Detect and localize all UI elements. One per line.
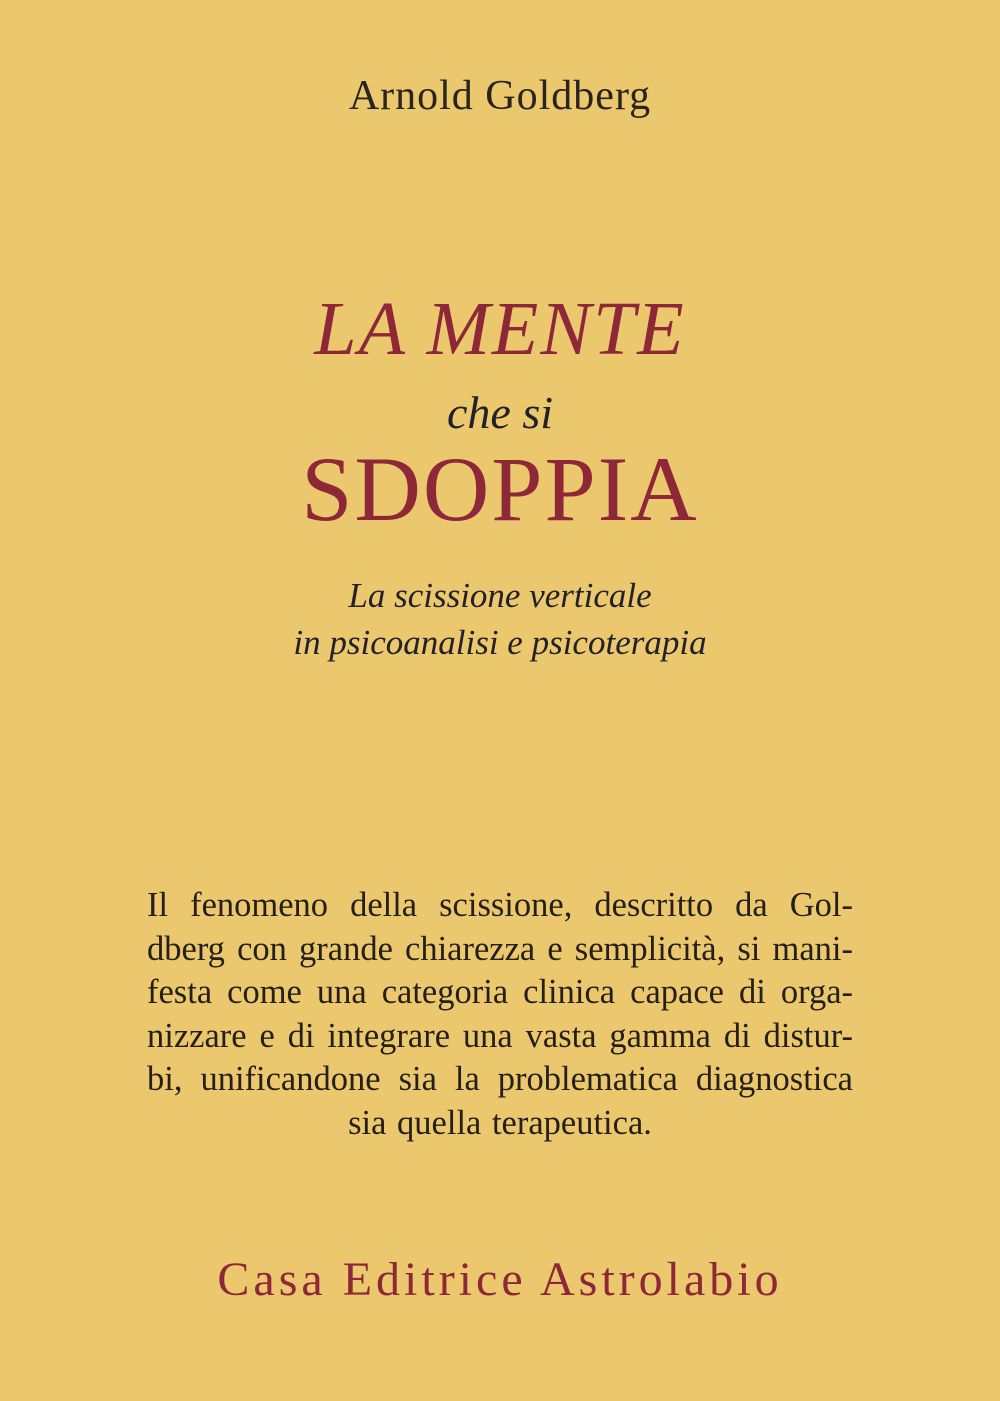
blurb-line: bi, unificandone sia la problematica diagnostica <box>147 1060 853 1098</box>
blurb-line: festa come una categoria clinica capace di orga- <box>147 973 853 1011</box>
subtitle-line-1: La scissione verticale <box>348 576 652 615</box>
author-name: Arnold Goldberg <box>348 73 652 119</box>
title-line-sdoppia: SDOPPIA <box>301 438 699 540</box>
title-line-che-si: che si <box>446 387 553 438</box>
subtitle-line-2: in psicoanalisi e psicoterapia <box>293 623 707 662</box>
publisher-name: Casa Editrice Astrolabio <box>217 1253 783 1306</box>
blurb-line: dberg con grande chiarezza e semplicità, si mani- <box>147 929 853 968</box>
title-line-la-mente: LA MENTE <box>314 287 686 371</box>
blurb-line: nizzare e di integrare una vasta gamma di distur- <box>147 1016 853 1055</box>
back-blurb-paragraph <box>147 884 853 1145</box>
blurb-line: Il fenomeno della scissione, descritto da Gol- <box>147 886 853 924</box>
blurb-line-last: sia quella terapeutica. <box>348 1103 652 1142</box>
subtitle <box>0 572 1000 666</box>
